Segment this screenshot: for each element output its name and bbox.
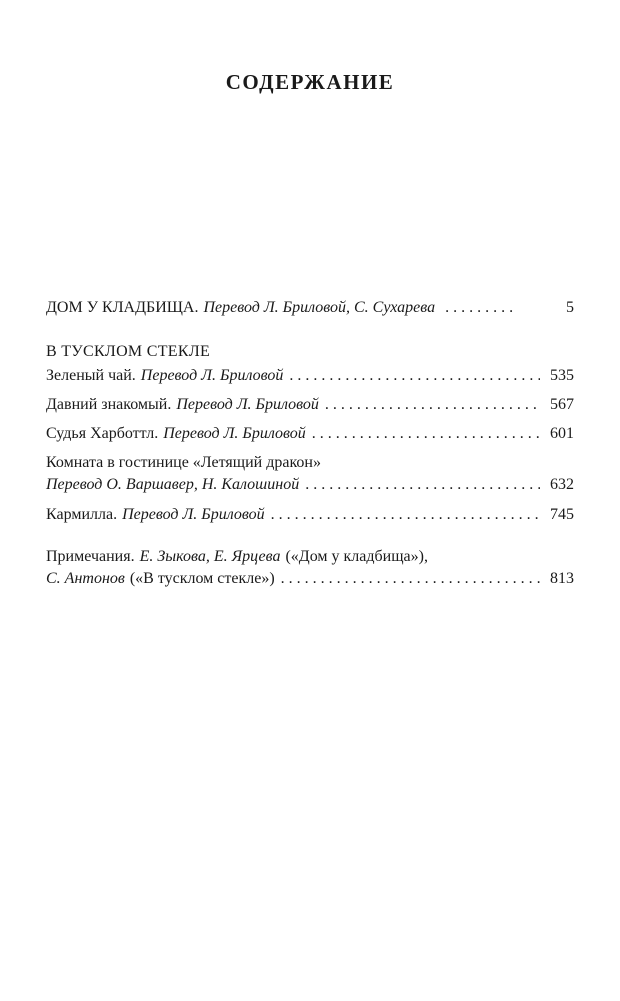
toc-entry-flying-dragon-room[interactable] <box>46 452 574 496</box>
entry-credit: Е. Зыкова, Е. Ярцева <box>139 548 281 565</box>
toc-entry-notes[interactable] <box>46 546 574 590</box>
page-number: 745 <box>550 506 574 523</box>
dot-leader <box>305 474 540 496</box>
table-of-contents <box>46 297 574 590</box>
toc-section-heading[interactable] <box>46 341 574 363</box>
dot-leader <box>325 394 540 416</box>
dot-leader <box>271 504 540 526</box>
toc-entry-green-tea[interactable] <box>46 365 574 387</box>
entry-title: Судья Харботтл. <box>46 425 159 442</box>
entry-credit: Перевод Л. Бриловой <box>163 425 306 442</box>
page-number: 5 <box>566 299 574 316</box>
entry-credit: Перевод Л. Бриловой, С. Сухарева <box>203 299 436 316</box>
toc-entry-house-by-churchyard[interactable] <box>46 297 574 319</box>
entry-credit: Перевод О. Варшавер, Н. Калошиной <box>46 476 300 493</box>
page-number: 601 <box>550 425 574 442</box>
page-number: 632 <box>550 476 574 493</box>
page-number: 535 <box>550 367 574 384</box>
toc-entry-carmilla[interactable] <box>46 504 574 526</box>
entry-note-text: («В тусклом стекле») <box>129 570 275 587</box>
entry-title: Давний знакомый. <box>46 396 172 413</box>
page-number: 813 <box>550 570 574 587</box>
entry-title: Кармилла. <box>46 506 118 523</box>
toc-entry-judge-harbottle[interactable] <box>46 423 574 445</box>
toc-entry-old-acquaintance[interactable] <box>46 394 574 416</box>
entry-credit: С. Антонов <box>46 570 125 587</box>
page-title: СОДЕРЖАНИЕ <box>225 70 395 94</box>
entry-title: Зеленый чай. <box>46 367 136 384</box>
dot-leader <box>312 423 540 445</box>
entry-credit: Перевод Л. Бриловой <box>122 506 265 523</box>
dot-leader <box>445 297 516 319</box>
dot-leader <box>289 365 540 387</box>
entry-credit: Перевод Л. Бриловой <box>176 396 319 413</box>
entry-title: Примечания. <box>46 548 135 565</box>
entry-note-text: («Дом у кладбища»), <box>285 548 428 565</box>
section-title: В ТУСКЛОМ СТЕКЛЕ <box>46 343 211 360</box>
entry-title: Комната в гостинице «Летящий дракон» <box>46 454 321 471</box>
entry-credit: Перевод Л. Бриловой <box>140 367 284 384</box>
dot-leader <box>281 568 540 590</box>
entry-title: ДОМ У КЛАДБИЩА. <box>46 299 199 316</box>
page-number: 567 <box>550 396 574 413</box>
